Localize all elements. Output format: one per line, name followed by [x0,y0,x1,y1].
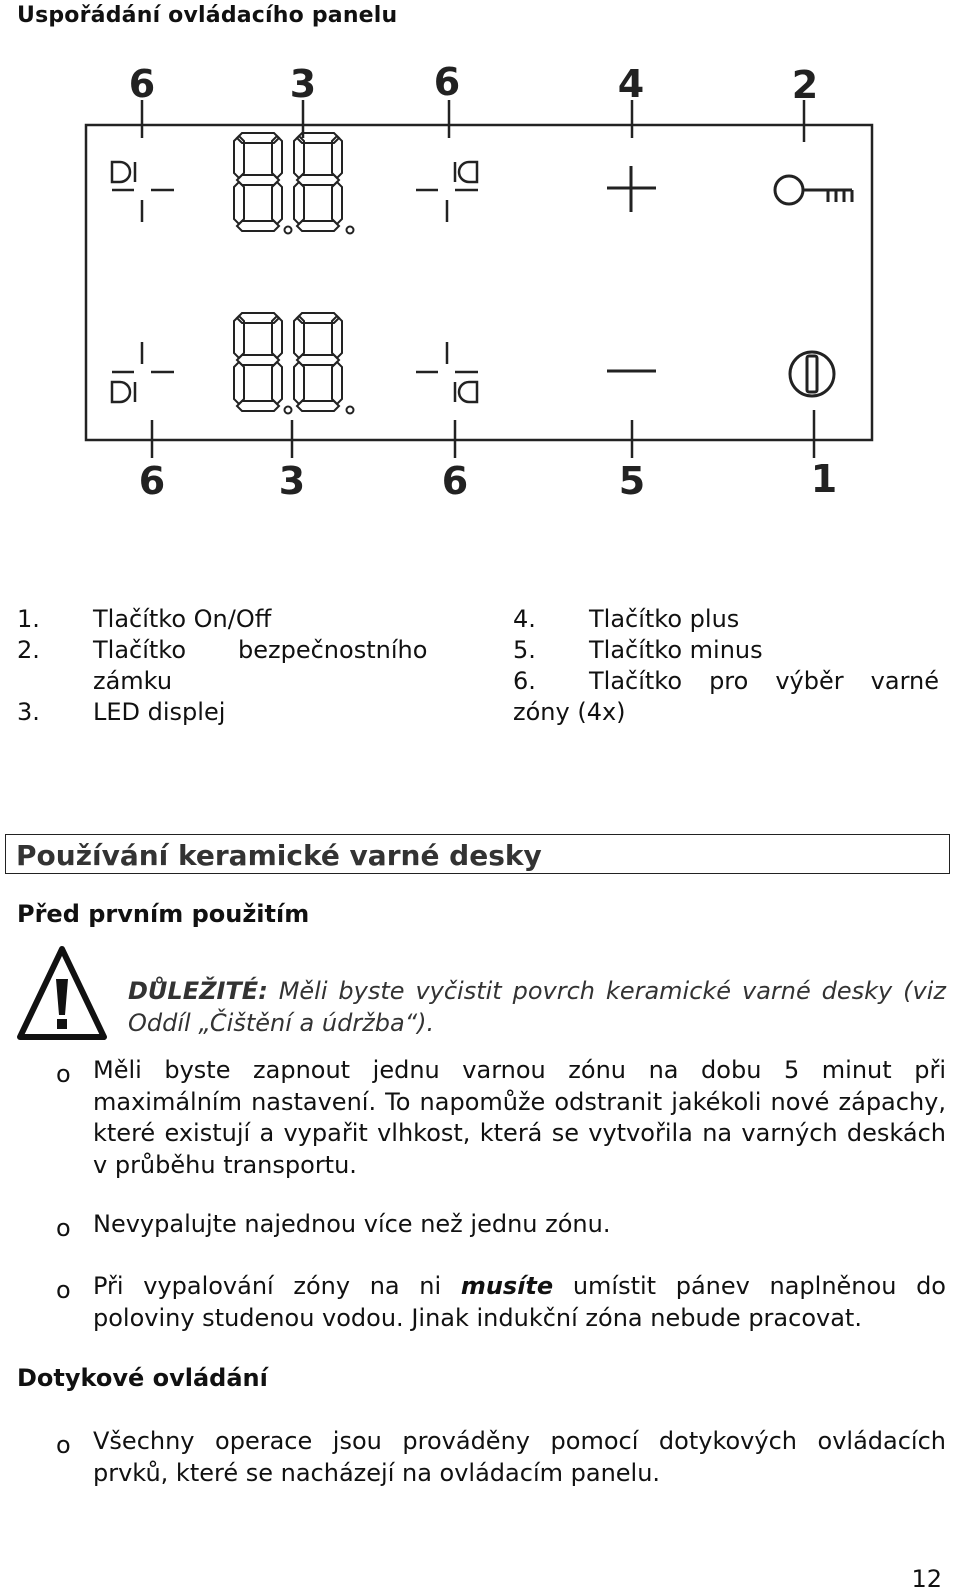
callout-bottom-5: 1 [810,457,838,501]
legend-num: 6. [513,667,536,695]
plus-icon [607,166,656,212]
bullet-marker: o [56,1276,71,1304]
callout-bottom-4: 5 [618,459,646,503]
list-item-text: Nevypalujte najednou více než jednu zónu. [93,1210,611,1238]
page-number: 12 [911,1565,942,1593]
legend-item: Tlačítko On/Off [93,605,272,633]
legend-item: zámku [93,667,173,695]
list-item-text: Všechny operace jsou prováděny pomocí dotykových ovládacích prvků, které se nacházejí na ovládacím panelu. [93,1427,946,1487]
legend-item: Tlačítko minus [589,636,763,664]
bullet-marker: o [56,1214,71,1242]
warning-text [128,975,946,1039]
callout-bottom-1: 6 [138,459,166,503]
list-item [93,1209,946,1241]
legend-item: Tlačítko [93,636,187,664]
list-item [93,1271,946,1334]
warning-label: DŮLEŽITÉ: [128,977,268,1005]
callout-bottom-2: 3 [278,459,306,503]
control-panel-diagram [0,0,960,520]
callout-top-4: 4 [617,62,645,106]
callout-top-1: 6 [128,62,156,106]
legend-num: 1. [17,605,40,633]
list-item-text: Při vypalování zóny na ni [93,1272,461,1300]
subheading-touch-control: Dotykové ovládání [17,1364,268,1392]
list-item-text: Měli byste zapnout jednu varnou zónu na dobu 5 minut při maximálním nastavení. To napomůže odstranit jakékoli nové zápachy, které existují a vypařit vlhkost, která se vytvořila na varných deskách v průběhu transportu. [93,1056,946,1179]
power-icon [790,352,834,396]
legend-num: 5. [513,636,536,664]
key-icon [775,176,852,204]
list-item-emphasis: musíte [460,1272,554,1300]
warning-icon [16,945,108,1043]
callout-top-5: 2 [791,63,819,107]
section-header [5,834,950,874]
legend-num: 2. [17,636,40,664]
bullet-marker: o [56,1060,71,1088]
bullet-marker: o [56,1431,71,1459]
subheading-first-use: Před prvním použitím [17,900,310,928]
callout-bottom-3: 6 [441,459,469,503]
legend-item: Tlačítko pro výběr varné [589,667,939,695]
list-item-text: umístit pánev naplněnou do poloviny studenou vodou. Jinak indukční zóna nebude pracovat. [93,1272,946,1332]
callout-top-3: 6 [433,60,461,104]
section-title: Používání keramické varné desky [16,839,542,872]
warning-body: Měli byste vyčistit povrch keramické varné desky (viz Oddíl „Čištění a údržba“). [128,977,946,1037]
legend-item: LED displej [93,698,226,726]
list-item [93,1426,946,1489]
page-title: Uspořádání ovládacího panelu [17,3,398,28]
legend-item: Tlačítko plus [589,605,740,633]
callout-top-2: 3 [289,62,317,106]
panel-frame [86,125,872,440]
legend-item: bezpečnostního [238,636,428,664]
legend-num: 4. [513,605,536,633]
legend-num: 3. [17,698,40,726]
list-item [93,1055,946,1181]
legend-item: zóny (4x) [513,698,626,726]
seven-segment-display [234,133,354,414]
